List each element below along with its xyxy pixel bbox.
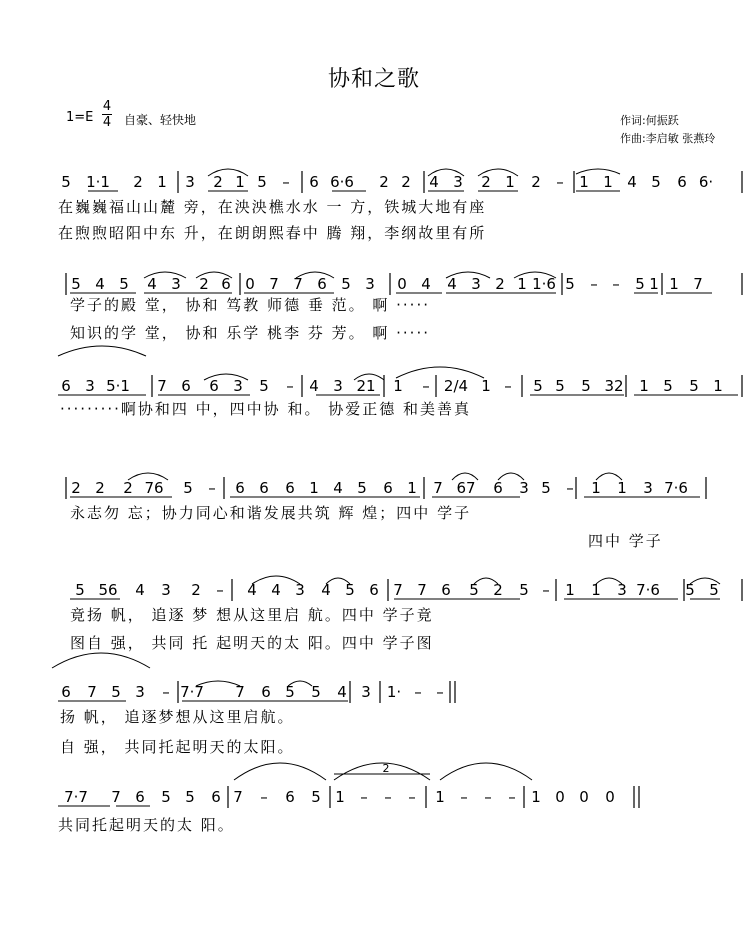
note: 5 (565, 275, 575, 293)
note: 1 (481, 377, 491, 395)
note: 5 (111, 683, 121, 701)
note: – (612, 275, 620, 293)
note: 4 (271, 581, 281, 599)
note: 6 (221, 275, 231, 293)
note: 7 (111, 788, 121, 806)
note: 5 (357, 479, 367, 497)
note: 2 (531, 173, 541, 191)
note: 1 (505, 173, 515, 191)
note: 4 (333, 479, 343, 497)
note: 1 (603, 173, 613, 191)
note: – (260, 788, 268, 806)
note: – (566, 479, 574, 497)
note: 1·1 (86, 173, 110, 191)
lyric-line: 学子的殿 堂， 协和 笃教 师德 垂 范。 啊 ····· (70, 296, 430, 314)
note: 5 (541, 479, 551, 497)
note: 5 (635, 275, 645, 293)
note: 6·6 (330, 173, 354, 191)
lyric-line: 自 强， 共同托起明天的太阳。 (60, 738, 295, 756)
note: 2 (123, 479, 133, 497)
note: 3 (365, 275, 375, 293)
note: 4 (627, 173, 637, 191)
note: 5 (533, 377, 543, 395)
note: 0 (555, 788, 565, 806)
composer-credit: 作曲:李启敏 张燕玲 (620, 132, 716, 145)
note: 1 (309, 479, 319, 497)
note: 6 (285, 479, 295, 497)
note: 4 (135, 581, 145, 599)
note: 6 (677, 173, 687, 191)
note: 5 (119, 275, 129, 293)
note: 3 (135, 683, 145, 701)
slur (440, 763, 532, 780)
note: 4 (429, 173, 439, 191)
meter-top: 4 (102, 99, 112, 114)
note: 5 (61, 173, 71, 191)
note: 2 (493, 581, 503, 599)
lyric-line: 在煦煦昭阳中东 升，在朗朗熙春中 腾 翔，李纲故里有所 (58, 224, 487, 242)
note: 1 (407, 479, 417, 497)
note: 56 (98, 581, 118, 599)
note: – (504, 377, 512, 395)
note: – (542, 581, 550, 599)
note: 5 (183, 479, 193, 497)
note: 3 (85, 377, 95, 395)
note: 21 (356, 377, 376, 395)
note: 2/4 (443, 377, 469, 395)
note: – (484, 788, 492, 806)
note: – (286, 377, 294, 395)
note: 1 (591, 479, 601, 497)
note: 1 (591, 581, 601, 599)
note: 5 (689, 377, 699, 395)
note: 3 (361, 683, 371, 701)
note: 1 (517, 275, 527, 293)
note: 2 (481, 173, 491, 191)
lyric-line: 扬 帆， 追逐梦想从这里启航。 (60, 708, 295, 726)
note: 6 (285, 788, 295, 806)
note: – (414, 683, 422, 701)
note: 5 (71, 275, 81, 293)
note: 7 (417, 581, 427, 599)
note: 4 (247, 581, 257, 599)
note: – (422, 377, 430, 395)
note: 0 (245, 275, 255, 293)
note: 5 (259, 377, 269, 395)
note: 2 (379, 173, 389, 191)
lyricist-credit: 作词:何振跃 (620, 114, 679, 127)
note: 3 (453, 173, 463, 191)
note: 6 (209, 377, 219, 395)
note: 3 (161, 581, 171, 599)
note: – (556, 173, 564, 191)
lyric-line: 永志勿 忘；协力同心和谐发展共筑 辉 煌；四中 学子 (70, 504, 472, 522)
note: 1 (669, 275, 679, 293)
volta-number: 2 (382, 762, 390, 775)
slur (396, 367, 484, 378)
note: – (508, 788, 516, 806)
slur (52, 653, 150, 668)
note: 1 (435, 788, 445, 806)
note: 7 (233, 788, 243, 806)
note: 7 (157, 377, 167, 395)
note: – (460, 788, 468, 806)
note: 67 (456, 479, 476, 497)
slur (58, 346, 146, 356)
note: 2 (495, 275, 505, 293)
note: 1 (157, 173, 167, 191)
note: 1 (649, 275, 659, 293)
key-signature: 1=E (66, 110, 94, 125)
note: 1 (579, 173, 589, 191)
note: 1 (531, 788, 541, 806)
note: 2 (199, 275, 209, 293)
note: 6 (235, 479, 245, 497)
note: 6 (61, 683, 71, 701)
note: 5 (709, 581, 719, 599)
note: 1 (713, 377, 723, 395)
note: 6 (261, 683, 271, 701)
note: 3 (333, 377, 343, 395)
note: 4 (337, 683, 347, 701)
note: 6 (211, 788, 221, 806)
note: 6 (493, 479, 503, 497)
note: – (162, 683, 170, 701)
note: 6 (369, 581, 379, 599)
note: 7 (393, 581, 403, 599)
note: 6 (309, 173, 319, 191)
note: 3 (617, 581, 627, 599)
note: 1 (565, 581, 575, 599)
note: 2 (133, 173, 143, 191)
note: 3 (185, 173, 195, 191)
note: 7 (433, 479, 443, 497)
note: 6 (259, 479, 269, 497)
note: 7 (693, 275, 703, 293)
note: 7·6 (664, 479, 688, 497)
lyric-line: 竟扬 帆， 追逐 梦 想从这里启 航。四中 学子竟 (70, 606, 434, 624)
note: 5 (311, 788, 321, 806)
note: 1· (386, 683, 402, 701)
note: 1 (617, 479, 627, 497)
lyric-line: 图自 强， 共同 托 起明天的太 阳。四中 学子图 (70, 634, 434, 652)
note: 76 (144, 479, 164, 497)
note: 3 (519, 479, 529, 497)
note: 5 (311, 683, 321, 701)
lyric-line: ·········啊协和四 中，四中协 和。 协爱正德 和美善真 (60, 400, 471, 418)
note: 3 (295, 581, 305, 599)
note: 5 (555, 377, 565, 395)
note: 2 (71, 479, 81, 497)
note: 2 (191, 581, 201, 599)
note: 7 (87, 683, 97, 701)
note: 5 (469, 581, 479, 599)
note: 5 (185, 788, 195, 806)
note: – (360, 788, 368, 806)
note: 4 (447, 275, 457, 293)
note: 7·6 (636, 581, 660, 599)
note: 3 (233, 377, 243, 395)
note: 7 (235, 683, 245, 701)
note: 4 (147, 275, 157, 293)
note: 5 (663, 377, 673, 395)
note: 0 (605, 788, 615, 806)
note: 1 (235, 173, 245, 191)
note: – (384, 788, 392, 806)
note: 32 (604, 377, 624, 395)
note: 4 (321, 581, 331, 599)
note: – (590, 275, 598, 293)
note: 5 (285, 683, 295, 701)
note: – (208, 479, 216, 497)
note: 5 (341, 275, 351, 293)
lyric-line: 知识的学 堂， 协和 乐学 桃李 芬 芳。 啊 ····· (70, 324, 430, 342)
note: 4 (95, 275, 105, 293)
note: 6 (441, 581, 451, 599)
song-title: 协和之歌 (327, 67, 420, 92)
note: 2 (95, 479, 105, 497)
note: 0 (397, 275, 407, 293)
note: 7 (293, 275, 303, 293)
lyric-line: 在巍巍福山山麓 旁，在泱泱樵水水 一 方，铁城大地有座 (58, 198, 487, 216)
note: 6· (698, 173, 714, 191)
note: 7 (269, 275, 279, 293)
note: – (436, 683, 444, 701)
note: 5 (345, 581, 355, 599)
note: 6 (61, 377, 71, 395)
meter-bottom: 4 (102, 115, 112, 130)
note: 5 (651, 173, 661, 191)
note: 7·7 (180, 683, 204, 701)
note: 4 (421, 275, 431, 293)
note: 1·6 (532, 275, 556, 293)
note: 3 (471, 275, 481, 293)
note: 1 (335, 788, 345, 806)
note: 5 (257, 173, 267, 191)
note: 5 (685, 581, 695, 599)
note: 5 (519, 581, 529, 599)
note: 1 (639, 377, 649, 395)
note: 6 (383, 479, 393, 497)
note: 1 (393, 377, 403, 395)
note: 7·7 (64, 788, 88, 806)
lyric-line: 四中 学子 (588, 532, 663, 550)
slur (234, 763, 326, 780)
note: 5·1 (106, 377, 130, 395)
tempo-marking: 自豪、轻快地 (124, 113, 197, 127)
note: – (408, 788, 416, 806)
note: – (216, 581, 224, 599)
lyric-line: 共同托起明天的太 阳。 (58, 816, 235, 834)
note: 5 (161, 788, 171, 806)
note: 5 (75, 581, 85, 599)
note: 6 (135, 788, 145, 806)
note: 0 (579, 788, 589, 806)
note: 3 (643, 479, 653, 497)
note: 2 (401, 173, 411, 191)
note: 6 (181, 377, 191, 395)
note: 4 (309, 377, 319, 395)
note: 3 (171, 275, 181, 293)
note: – (282, 173, 290, 191)
note: 6 (317, 275, 327, 293)
note: 5 (581, 377, 591, 395)
note: 2 (213, 173, 223, 191)
